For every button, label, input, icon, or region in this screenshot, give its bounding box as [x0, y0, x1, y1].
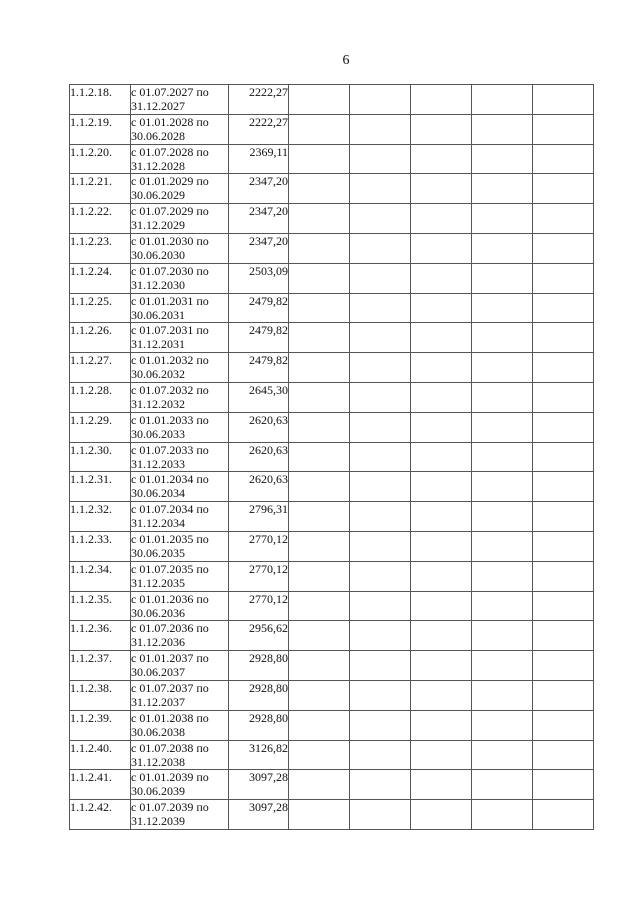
tariff-value-cell: 2347,20: [229, 233, 289, 263]
period-cell: с 01.07.2035 по 31.12.2035: [131, 561, 229, 591]
empty-cell: [350, 323, 411, 353]
empty-cell: [350, 144, 411, 174]
period-cell: с 01.07.2033 по 31.12.2033: [131, 442, 229, 472]
empty-cell: [411, 174, 472, 204]
empty-cell: [289, 710, 350, 740]
empty-cell: [411, 233, 472, 263]
table-row: [70, 233, 594, 263]
period-cell: с 01.01.2031 по 30.06.2031: [131, 293, 229, 323]
period-cell: с 01.01.2028 по 30.06.2028: [131, 114, 229, 144]
row-number-cell: 1.1.2.38.: [70, 680, 131, 710]
empty-cell: [350, 85, 411, 115]
period-cell: с 01.07.2030 по 31.12.2030: [131, 263, 229, 293]
empty-cell: [350, 770, 411, 800]
row-number-cell: 1.1.2.23.: [70, 233, 131, 263]
row-number-cell: 1.1.2.18.: [70, 85, 131, 115]
tariff-value-cell: 2928,80: [229, 710, 289, 740]
empty-cell: [350, 621, 411, 651]
empty-cell: [411, 561, 472, 591]
empty-cell: [411, 740, 472, 770]
table-row: [70, 114, 594, 144]
empty-cell: [350, 114, 411, 144]
row-number-cell: 1.1.2.29.: [70, 412, 131, 442]
empty-cell: [533, 531, 594, 561]
tariff-value-cell: 3097,28: [229, 800, 289, 830]
empty-cell: [289, 800, 350, 830]
period-cell: с 01.07.2034 по 31.12.2034: [131, 502, 229, 532]
period-cell: с 01.07.2031 по 31.12.2031: [131, 323, 229, 353]
empty-cell: [289, 502, 350, 532]
empty-cell: [350, 800, 411, 830]
empty-cell: [533, 800, 594, 830]
tariff-table: [69, 84, 594, 830]
row-number-cell: 1.1.2.32.: [70, 502, 131, 532]
table-row: [70, 502, 594, 532]
period-cell: с 01.01.2037 по 30.06.2037: [131, 651, 229, 681]
empty-cell: [289, 382, 350, 412]
table-row: [70, 353, 594, 383]
empty-cell: [472, 680, 533, 710]
period-cell: с 01.07.2029 по 31.12.2029: [131, 204, 229, 234]
period-cell: с 01.07.2027 по 31.12.2027: [131, 85, 229, 115]
empty-cell: [411, 472, 472, 502]
row-number-cell: 1.1.2.34.: [70, 561, 131, 591]
empty-cell: [411, 263, 472, 293]
empty-cell: [289, 770, 350, 800]
empty-cell: [350, 740, 411, 770]
empty-cell: [533, 561, 594, 591]
empty-cell: [533, 85, 594, 115]
row-number-cell: 1.1.2.36.: [70, 621, 131, 651]
empty-cell: [289, 144, 350, 174]
row-number-cell: 1.1.2.41.: [70, 770, 131, 800]
empty-cell: [533, 472, 594, 502]
empty-cell: [533, 233, 594, 263]
period-cell: с 01.07.2036 по 31.12.2036: [131, 621, 229, 651]
period-cell: с 01.01.2039 по 30.06.2039: [131, 770, 229, 800]
row-number-cell: 1.1.2.21.: [70, 174, 131, 204]
empty-cell: [350, 680, 411, 710]
empty-cell: [472, 114, 533, 144]
empty-cell: [472, 233, 533, 263]
empty-cell: [533, 382, 594, 412]
row-number-cell: 1.1.2.25.: [70, 293, 131, 323]
tariff-value-cell: 2347,20: [229, 204, 289, 234]
empty-cell: [472, 591, 533, 621]
empty-cell: [472, 472, 533, 502]
table-row: [70, 770, 594, 800]
empty-cell: [411, 412, 472, 442]
empty-cell: [533, 412, 594, 442]
empty-cell: [533, 591, 594, 621]
row-number-cell: 1.1.2.30.: [70, 442, 131, 472]
period-cell: с 01.01.2030 по 30.06.2030: [131, 233, 229, 263]
table-row: [70, 680, 594, 710]
tariff-value-cell: 2479,82: [229, 323, 289, 353]
table-row: [70, 174, 594, 204]
period-cell: с 01.01.2034 по 30.06.2034: [131, 472, 229, 502]
table-row: [70, 531, 594, 561]
empty-cell: [533, 263, 594, 293]
empty-cell: [472, 621, 533, 651]
empty-cell: [533, 740, 594, 770]
tariff-value-cell: 3126,82: [229, 740, 289, 770]
tariff-value-cell: 2620,63: [229, 472, 289, 502]
empty-cell: [350, 710, 411, 740]
empty-cell: [472, 710, 533, 740]
row-number-cell: 1.1.2.24.: [70, 263, 131, 293]
period-cell: с 01.01.2035 по 30.06.2035: [131, 531, 229, 561]
period-cell: с 01.01.2032 по 30.06.2032: [131, 353, 229, 383]
empty-cell: [472, 204, 533, 234]
empty-cell: [411, 651, 472, 681]
empty-cell: [411, 800, 472, 830]
tariff-value-cell: 2928,80: [229, 651, 289, 681]
row-number-cell: 1.1.2.40.: [70, 740, 131, 770]
empty-cell: [472, 800, 533, 830]
row-number-cell: 1.1.2.31.: [70, 472, 131, 502]
empty-cell: [350, 353, 411, 383]
empty-cell: [289, 114, 350, 144]
empty-cell: [289, 85, 350, 115]
empty-cell: [289, 531, 350, 561]
period-cell: с 01.01.2038 по 30.06.2038: [131, 710, 229, 740]
empty-cell: [411, 502, 472, 532]
empty-cell: [533, 114, 594, 144]
empty-cell: [350, 293, 411, 323]
empty-cell: [411, 531, 472, 561]
empty-cell: [411, 204, 472, 234]
row-number-cell: 1.1.2.20.: [70, 144, 131, 174]
empty-cell: [350, 174, 411, 204]
tariff-value-cell: 2369,11: [229, 144, 289, 174]
empty-cell: [289, 591, 350, 621]
row-number-cell: 1.1.2.33.: [70, 531, 131, 561]
empty-cell: [472, 412, 533, 442]
empty-cell: [350, 502, 411, 532]
empty-cell: [289, 561, 350, 591]
empty-cell: [533, 293, 594, 323]
empty-cell: [411, 114, 472, 144]
table-row: [70, 263, 594, 293]
table-row: [70, 144, 594, 174]
empty-cell: [533, 144, 594, 174]
tariff-value-cell: 3097,28: [229, 770, 289, 800]
empty-cell: [411, 85, 472, 115]
tariff-value-cell: 2479,82: [229, 353, 289, 383]
empty-cell: [350, 591, 411, 621]
row-number-cell: 1.1.2.26.: [70, 323, 131, 353]
empty-cell: [411, 710, 472, 740]
empty-cell: [411, 144, 472, 174]
empty-cell: [289, 323, 350, 353]
table-row: [70, 382, 594, 412]
empty-cell: [472, 651, 533, 681]
table-row: [70, 293, 594, 323]
table-row: [70, 710, 594, 740]
table-row: [70, 561, 594, 591]
empty-cell: [533, 353, 594, 383]
tariff-value-cell: 2770,12: [229, 531, 289, 561]
empty-cell: [411, 770, 472, 800]
table-row: [70, 412, 594, 442]
empty-cell: [350, 412, 411, 442]
empty-cell: [289, 412, 350, 442]
period-cell: с 01.07.2028 по 31.12.2028: [131, 144, 229, 174]
row-number-cell: 1.1.2.39.: [70, 710, 131, 740]
empty-cell: [350, 204, 411, 234]
page-number: 6: [342, 53, 350, 68]
tariff-value-cell: 2222,27: [229, 114, 289, 144]
table-row: [70, 85, 594, 115]
period-cell: с 01.01.2036 по 30.06.2036: [131, 591, 229, 621]
row-number-cell: 1.1.2.37.: [70, 651, 131, 681]
empty-cell: [350, 382, 411, 412]
empty-cell: [411, 680, 472, 710]
period-cell: с 01.01.2033 по 30.06.2033: [131, 412, 229, 442]
period-cell: с 01.01.2029 по 30.06.2029: [131, 174, 229, 204]
empty-cell: [350, 651, 411, 681]
tariff-table-body: [70, 85, 594, 830]
empty-cell: [533, 174, 594, 204]
empty-cell: [472, 323, 533, 353]
empty-cell: [472, 263, 533, 293]
tariff-value-cell: 2956,62: [229, 621, 289, 651]
period-cell: с 01.07.2039 по 31.12.2039: [131, 800, 229, 830]
empty-cell: [533, 323, 594, 353]
tariff-value-cell: 2796,31: [229, 502, 289, 532]
empty-cell: [289, 353, 350, 383]
empty-cell: [289, 263, 350, 293]
empty-cell: [289, 472, 350, 502]
empty-cell: [533, 442, 594, 472]
empty-cell: [350, 442, 411, 472]
empty-cell: [472, 144, 533, 174]
empty-cell: [472, 770, 533, 800]
empty-cell: [533, 710, 594, 740]
tariff-value-cell: 2770,12: [229, 591, 289, 621]
empty-cell: [472, 85, 533, 115]
tariff-value-cell: 2770,12: [229, 561, 289, 591]
period-cell: с 01.07.2032 по 31.12.2032: [131, 382, 229, 412]
empty-cell: [472, 353, 533, 383]
empty-cell: [472, 293, 533, 323]
tariff-value-cell: 2928,80: [229, 680, 289, 710]
table-row: [70, 442, 594, 472]
empty-cell: [411, 323, 472, 353]
empty-cell: [533, 502, 594, 532]
empty-cell: [533, 770, 594, 800]
tariff-value-cell: 2222,27: [229, 85, 289, 115]
tariff-value-cell: 2645,30: [229, 382, 289, 412]
table-row: [70, 472, 594, 502]
empty-cell: [472, 740, 533, 770]
row-number-cell: 1.1.2.22.: [70, 204, 131, 234]
empty-cell: [472, 531, 533, 561]
empty-cell: [411, 621, 472, 651]
tariff-value-cell: 2479,82: [229, 293, 289, 323]
empty-cell: [289, 204, 350, 234]
table-row: [70, 204, 594, 234]
row-number-cell: 1.1.2.28.: [70, 382, 131, 412]
tariff-value-cell: 2347,20: [229, 174, 289, 204]
row-number-cell: 1.1.2.27.: [70, 353, 131, 383]
empty-cell: [411, 353, 472, 383]
empty-cell: [350, 531, 411, 561]
table-row: [70, 621, 594, 651]
empty-cell: [411, 591, 472, 621]
table-row: [70, 800, 594, 830]
empty-cell: [289, 740, 350, 770]
row-number-cell: 1.1.2.42.: [70, 800, 131, 830]
empty-cell: [472, 382, 533, 412]
empty-cell: [533, 204, 594, 234]
empty-cell: [350, 561, 411, 591]
empty-cell: [533, 680, 594, 710]
empty-cell: [472, 442, 533, 472]
empty-cell: [289, 233, 350, 263]
empty-cell: [472, 561, 533, 591]
period-cell: с 01.07.2037 по 31.12.2037: [131, 680, 229, 710]
empty-cell: [472, 502, 533, 532]
empty-cell: [411, 442, 472, 472]
tariff-value-cell: 2503,09: [229, 263, 289, 293]
empty-cell: [289, 174, 350, 204]
table-row: [70, 591, 594, 621]
empty-cell: [411, 293, 472, 323]
empty-cell: [533, 621, 594, 651]
row-number-cell: 1.1.2.35.: [70, 591, 131, 621]
empty-cell: [289, 621, 350, 651]
row-number-cell: 1.1.2.19.: [70, 114, 131, 144]
empty-cell: [472, 174, 533, 204]
empty-cell: [350, 263, 411, 293]
tariff-value-cell: 2620,63: [229, 412, 289, 442]
empty-cell: [289, 651, 350, 681]
empty-cell: [350, 233, 411, 263]
empty-cell: [533, 651, 594, 681]
empty-cell: [289, 442, 350, 472]
table-row: [70, 323, 594, 353]
empty-cell: [289, 680, 350, 710]
empty-cell: [289, 293, 350, 323]
empty-cell: [350, 472, 411, 502]
empty-cell: [411, 382, 472, 412]
period-cell: с 01.07.2038 по 31.12.2038: [131, 740, 229, 770]
tariff-value-cell: 2620,63: [229, 442, 289, 472]
table-row: [70, 740, 594, 770]
table-row: [70, 651, 594, 681]
